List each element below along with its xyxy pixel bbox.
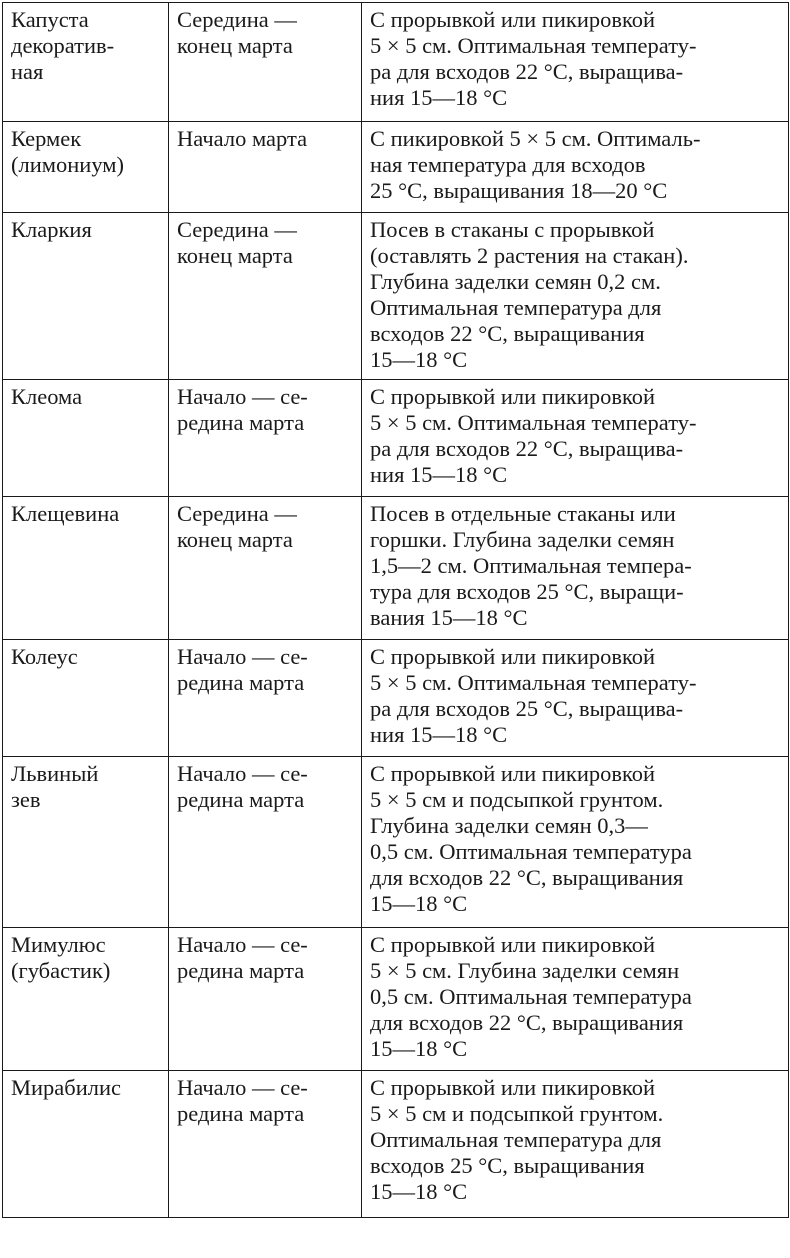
sowing-notes-cell: С пикировкой 5 × 5 см. Оптималь- ная температура для всходов 25 °С, выращивания 18—20 °С [362,122,789,213]
plant-name-cell: Клещевина [3,497,169,640]
plant-name-cell: Колеус [3,640,169,757]
sowing-notes-cell: С прорывкой или пикировкой 5 × 5 см. Оптимальная температу- ра для всходов 25 °С, выращива- ния 15—18 °С [362,640,789,757]
plant-name-cell: Кермек (лимониум) [3,122,169,213]
seedling-sowing-table [2,2,789,1218]
table-row [3,497,789,640]
sowing-notes-cell: С прорывкой или пикировкой 5 × 5 см. Глубина заделки семян 0,5 см. Оптимальная температура для всходов 22 °С, выращивания 15—18 °С [362,928,789,1071]
sowing-notes-cell: С прорывкой или пикировкой 5 × 5 см и подсыпкой грунтом. Глубина заделки семян 0,3— 0,5 см. Оптимальная температура для всходов 22 °С, выращивания 15—18 °С [362,757,789,928]
table-row [3,928,789,1071]
table-row [3,1071,789,1218]
plant-name-cell: Клеома [3,380,169,497]
plant-name-cell: Капуста декоратив- ная [3,3,169,122]
sowing-time-cell: Начало — се- редина марта [169,1071,362,1218]
sowing-notes-cell: С прорывкой или пикировкой 5 × 5 см. Оптимальная температу- ра для всходов 22 °С, выращива- ния 15—18 °С [362,380,789,497]
sowing-time-cell: Начало — се- редина марта [169,640,362,757]
table-row [3,3,789,122]
sowing-notes-cell: Посев в отдельные стаканы или горшки. Глубина заделки семян 1,5—2 см. Оптимальная темпера- тура для всходов 25 °С, выращи- вания 15—18 °С [362,497,789,640]
sowing-notes-cell: Посев в стаканы с прорывкой (оставлять 2 растения на стакан). Глубина заделки семян 0,2 см. Оптимальная температура для всходов 22 °С, выращивания 15—18 °С [362,213,789,380]
plant-name-cell: Мирабилис [3,1071,169,1218]
table-row [3,757,789,928]
table-row [3,213,789,380]
plant-name-cell: Львиный зев [3,757,169,928]
sowing-time-cell: Середина — конец марта [169,3,362,122]
table-row [3,122,789,213]
sowing-notes-cell: С прорывкой или пикировкой 5 × 5 см. Оптимальная температу- ра для всходов 22 °С, выращива- ния 15—18 °С [362,3,789,122]
sowing-time-cell: Середина — конец марта [169,213,362,380]
plant-name-cell: Мимулюс (губастик) [3,928,169,1071]
sowing-notes-cell: С прорывкой или пикировкой 5 × 5 см и подсыпкой грунтом. Оптимальная температура для всходов 25 °С, выращивания 15—18 °С [362,1071,789,1218]
sowing-time-cell: Начало — се- редина марта [169,928,362,1071]
sowing-time-cell: Начало — се- редина марта [169,380,362,497]
sowing-time-cell: Середина — конец марта [169,497,362,640]
table-row [3,380,789,497]
plant-name-cell: Кларкия [3,213,169,380]
sowing-time-cell: Начало — се- редина марта [169,757,362,928]
sowing-time-cell: Начало марта [169,122,362,213]
table-row [3,640,789,757]
